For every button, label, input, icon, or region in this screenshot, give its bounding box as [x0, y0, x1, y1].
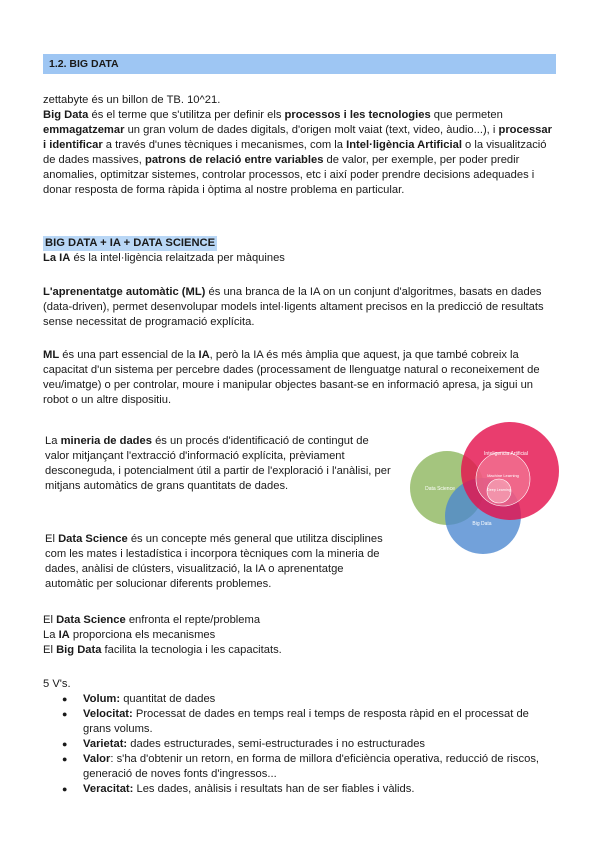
- ml-paragraph: L'aprenentatge automàtic (ML) és una branca de la IA on un conjunt d'algoritmes, basats en dades (data-driven), permet desenvolupar models intel·ligents altament precisos en la predicció de resultats sense necessitat de programació explícita.: [43, 286, 544, 328]
- subheading-block: [43, 236, 558, 266]
- subheading: BIG DATA + IA + DATA SCIENCE: [45, 237, 216, 249]
- summary-line-data-science: El Data Science enfronta el repte/problema: [43, 614, 261, 626]
- ml-ia-paragraph: ML és una part essencial de la IA, però la IA és més àmplia que aquest, ja que també cobreix la capacitat d'un sistema per percebre dades (processament de llenguatge natural o reconeixement de veu/imatge) o per controlar, moure i manipular objectes basant-se en informació apresa, ja sigui un robot o un altre dispositiu.: [43, 349, 540, 406]
- five-vs-title: 5 V's.: [43, 678, 71, 690]
- data-mining-paragraph: La mineria de dades és un procés d'identificació de contingut de valor mitjançant l'extracció d'informació explícita, prèviament desconeguda, i potencialment útil a partir de l'exploració i l'anàlisi, per mitjans automàtics de grans quantitats de dades.: [45, 435, 391, 492]
- summary-line-ia: La IA proporciona els mecanismes: [43, 629, 216, 641]
- ia-definition: La IA és la intel·ligència relaitzada per màquines: [43, 252, 285, 264]
- five-vs-block: [43, 677, 558, 797]
- five-vs-list: [43, 692, 558, 797]
- list-item: ● Valor: s'ha d'obtenir un retorn, en forma de millora d'eficiència operativa, reducció de riscos, generació de noves fonts d'ingressos...: [43, 752, 558, 782]
- list-item: ● Varietat: dades estructurades, semi-estructurades i no estructurades: [43, 737, 558, 752]
- venn-ml-label: Machine Learning: [487, 473, 519, 478]
- venn-dl-label: Deep Learning: [487, 488, 511, 492]
- summary-block: [43, 613, 558, 658]
- data-science-paragraph: El Data Science és un concepte més general que utilitza disciplines com les mates i lestadística i incorpora tècniques com la mineria de dades, anàlisi de clústers, visualització, la IA o aprenentatge automàtic per solucionar diferents problemes.: [45, 533, 383, 590]
- venn-bd-label: Big Data: [472, 521, 492, 527]
- list-item: ● Velocitat: Processat de dades en temps real i temps de resposta ràpid en el processat de grans volums.: [43, 707, 558, 737]
- venn-ds-label: Data Science: [425, 486, 455, 492]
- venn-diagram: [404, 402, 560, 558]
- summary-line-big-data: El Big Data facilita la tecnologia i les capacitats.: [43, 644, 282, 656]
- list-item: ● Veracitat: Les dades, anàlisis i resultats han de ser fiables i vàlids.: [43, 782, 558, 797]
- big-data-definition: Big Data és el terme que s'utilitza per definir els processos i les tecnologies que permeten emmagatzemar un gran volum de dades digitals, d'origen molt vaiat (text, video, àudio...), i processar i identificar a través d'unes tècniques i mecanismes, com la Intel·ligència Artificial o la visualització de dades massives, patrons de relació entre variables de valor, per exemple, per poder predir anomalies, optimitzar sistemes, controlar processos, etc i així poder prendre decisions adequades i donar resposta de forma ràpida i òptima al nostre problema en particular.: [43, 109, 552, 196]
- section-header: [43, 54, 556, 74]
- zettabyte-line: zettabyte és un billon de TB. 10^21.: [43, 94, 221, 106]
- section-title: 1.2. BIG DATA: [49, 58, 119, 70]
- list-item: ● Volum: quantitat de dades: [43, 692, 558, 707]
- intro-paragraph: [43, 93, 558, 198]
- venn-ai-label: Inteligencia Artificial: [484, 451, 528, 457]
